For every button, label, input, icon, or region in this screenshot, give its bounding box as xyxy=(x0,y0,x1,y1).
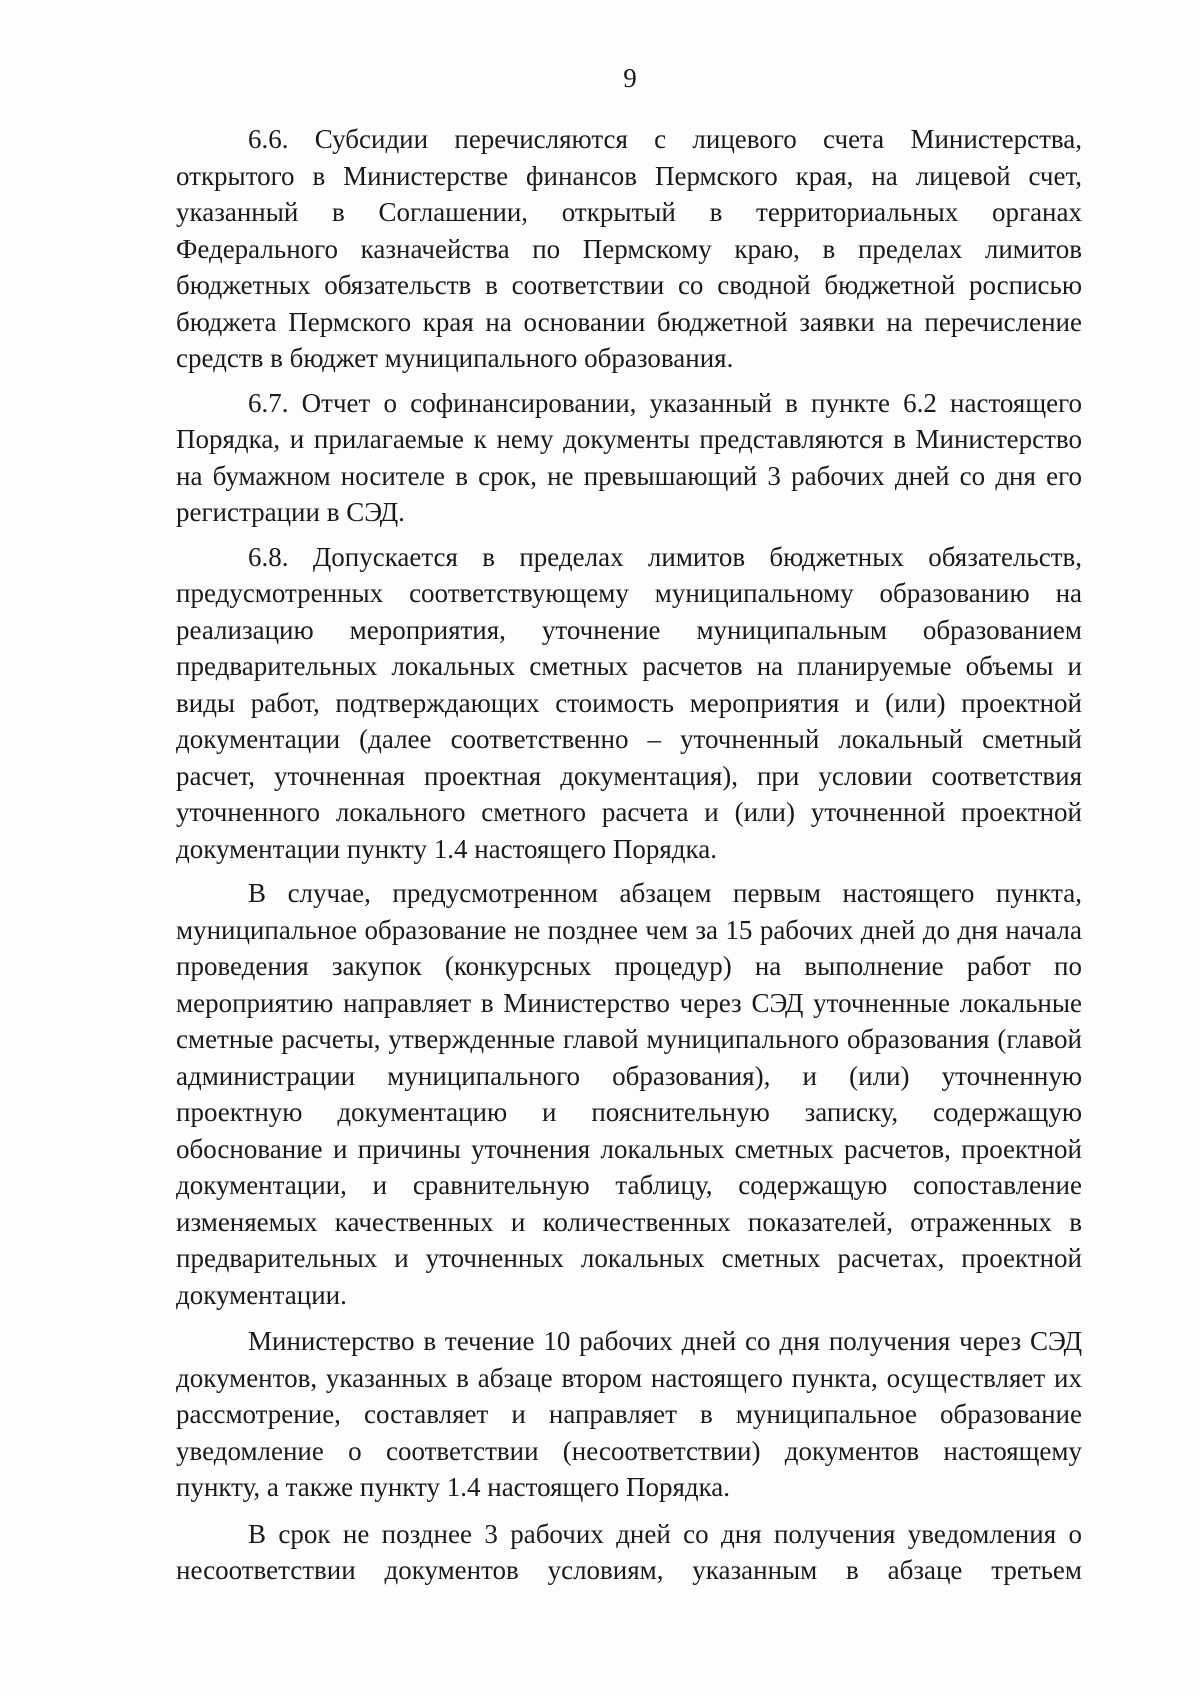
paragraph-6-8-third: Министерство в течение 10 рабочих дней со дня получения через СЭД документов, указанных в абзаце втором настоящего пункта, осуществляет их рассмотрение, составляет и направляет в муниципальное образование уведомление о соответствии (несоответствии) документов настоящему пункту, а также пункту 1.4 настоящего Порядка. xyxy=(176,1326,1082,1502)
paragraph-6-8: 6.8. Допускается в пределах лимитов бюджетных обязательств, предусмотренных соответствующему муниципальному образованию на реализацию мероприятия, уточнение муниципальным образованием предварительных локальных сметных расчетов на планируемые объемы и виды работ, подтверждающих стоимость мероприятия и (или) проектной документации (далее соответственно – уточненный локальный сметный расчет, уточненная проектная документация), при условии соответствия уточненного локального сметного расчета и (или) уточненной проектной документации пункту 1.4 настоящего Порядка. xyxy=(176,541,1082,864)
paragraph-6-6: 6.6. Субсидии перечисляются с лицевого счета Министерства, открытого в Министерстве финансов Пермского края, на лицевой счет, указанный в Соглашении, открытый в территориальных органах Федерального казначейства по Пермскому краю, в пределах лимитов бюджетных обязательств в соответствии со сводной бюджетной росписью бюджета Пермского края на основании бюджетной заявки на перечисление средств в бюджет муниципального образования. xyxy=(176,124,1082,373)
page-number: 9 xyxy=(623,63,637,93)
paragraph-6-8-second: В случае, предусмотренном абзацем первым настоящего пункта, муниципальное образование не позднее чем за 15 рабочих дней до дня начала проведения закупок (конкурсных процедур) на выполнение работ по мероприятию направляет в Министерство через СЭД уточненные локальные сметные расчеты, утвержденные главой муниципального образования (главой администрации муниципального образования), и (или) уточненную проектную документацию и пояснительную записку, содержащую обоснование и причины уточнения локальных сметных расчетов, проектной документации, и сравнительную таблицу, содержащую сопоставление изменяемых качественных и количественных показателей, отраженных в предварительных и уточненных локальных сметных расчетах, проектной документации. xyxy=(176,878,1082,1310)
paragraph-6-8-fourth: В срок не позднее 3 рабочих дней со дня получения уведомления о несоответствии документов условиям, указанным в абзаце третьем xyxy=(176,1518,1082,1585)
document-body xyxy=(176,121,1082,1589)
paragraph-6-7: 6.7. Отчет о софинансировании, указанный в пункте 6.2 настоящего Порядка, и прилагаемые к нему документы представляются в Министерство на бумажном носителе в срок, не превышающий 3 рабочих дней со дня его регистрации в СЭД. xyxy=(176,387,1082,527)
